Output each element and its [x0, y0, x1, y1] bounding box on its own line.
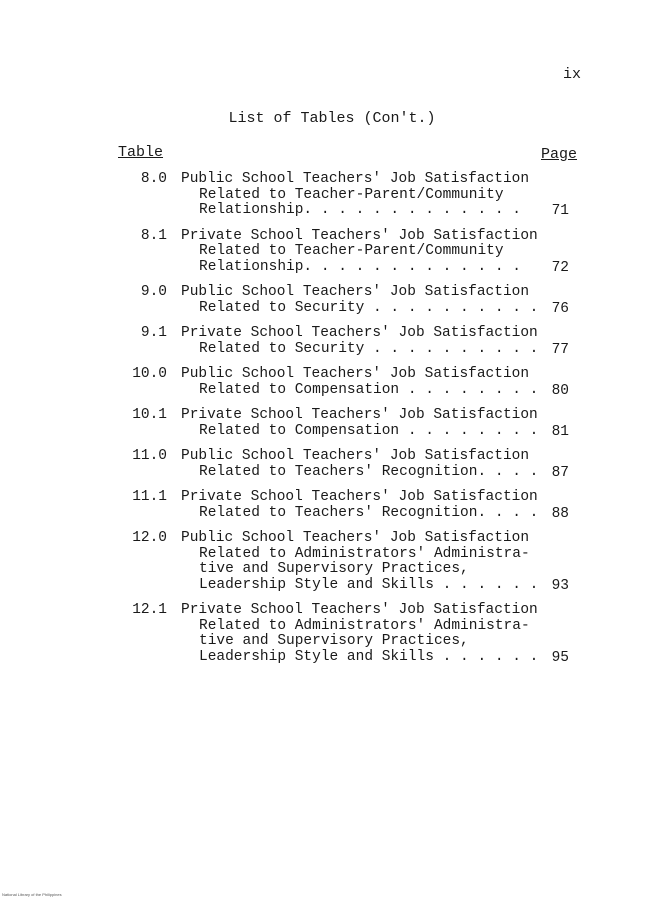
table-number: 11.1 [132, 489, 167, 505]
table-title-line: Private School Teachers' Job Satisfaction [181, 489, 538, 505]
list-item [0, 229, 652, 276]
table-title-line: Related to Security . . . . . . . . . . [199, 299, 539, 316]
table-title-line: Relationship. . . . . . . . . . . . . [199, 202, 521, 218]
table-title-line: Related to Administrators' Administra- [199, 617, 530, 634]
table-title-line: Leadership Style and Skills . . . . . . [199, 576, 539, 593]
table-title-line: Public School Teachers' Job Satisfaction [181, 448, 530, 464]
table-title-line: Related to Teacher-Parent/Community [199, 243, 504, 259]
table-title-line: Private School Teachers' Job Satisfaction [181, 602, 538, 618]
table-number: 11.0 [132, 448, 167, 464]
table-list [0, 172, 652, 665]
table-title-line: Relationship. . . . . . . . . . . . . [199, 258, 521, 275]
table-title-line: Related to Teachers' Recognition. . . . [199, 463, 539, 480]
table-title-line: Related to Security . . . . . . . . . . [199, 340, 539, 357]
page-ref: 72 [551, 259, 569, 276]
list-item [0, 531, 652, 593]
table-number: 9.1 [140, 325, 167, 341]
table-title-line: tive and Supervisory Practices, [199, 561, 469, 577]
page-ref: 95 [551, 649, 569, 666]
list-item [0, 172, 652, 219]
list-item [0, 603, 652, 665]
table-title-line: Public School Teachers' Job Satisfaction [181, 530, 530, 546]
table-number: 8.0 [140, 171, 167, 187]
table-title [181, 325, 539, 357]
page-ref: 77 [551, 341, 569, 358]
table-title [181, 530, 539, 593]
column-header-table: Table [118, 144, 164, 161]
table-title-line: Public School Teachers' Job Satisfaction [181, 366, 530, 382]
page-ref: 81 [551, 423, 569, 440]
list-item [0, 408, 652, 439]
page-ref: 93 [551, 577, 569, 594]
table-title [181, 227, 538, 276]
table-title [181, 171, 530, 219]
page-number: ix [563, 66, 582, 83]
list-item [0, 326, 652, 357]
table-title [181, 448, 539, 480]
table-title-line: tive and Supervisory Practices, [199, 633, 469, 649]
table-number: 10.1 [132, 407, 167, 423]
table-title [181, 489, 539, 521]
table-number: 12.1 [132, 602, 167, 618]
table-title [181, 602, 539, 665]
list-item [0, 449, 652, 480]
column-header-page: Page [541, 146, 578, 163]
page-ref: 80 [551, 382, 569, 399]
table-title-line: Related to Compensation . . . . . . . . [199, 381, 539, 398]
table-title-line: Private School Teachers' Job Satisfaction [181, 407, 538, 423]
page-ref: 76 [551, 300, 569, 317]
table-number: 10.0 [132, 366, 167, 382]
table-title-line: Private School Teachers' Job Satisfaction [181, 227, 538, 244]
table-title-line: Related to Teachers' Recognition. . . . [199, 504, 539, 521]
page-title: List of Tables (Con't.) [228, 110, 436, 127]
table-title [181, 366, 539, 398]
table-title-line: Public School Teachers' Job Satisfaction [181, 171, 530, 187]
list-item [0, 367, 652, 398]
table-title-line: Related to Teacher-Parent/Community [199, 186, 504, 203]
table-title-line: Private School Teachers' Job Satisfaction [181, 325, 538, 341]
list-item [0, 285, 652, 316]
page-ref: 87 [551, 464, 569, 481]
footer-watermark: National Library of the Philippines [2, 892, 62, 897]
table-number: 9.0 [140, 284, 167, 300]
table-title-line: Public School Teachers' Job Satisfaction [181, 284, 530, 300]
page-ref: 71 [551, 203, 569, 219]
table-number: 12.0 [132, 530, 167, 546]
table-title [181, 284, 539, 316]
table-title-line: Leadership Style and Skills . . . . . . [199, 648, 539, 665]
list-item [0, 490, 652, 521]
table-title [181, 407, 539, 439]
table-title-line: Related to Compensation . . . . . . . . [199, 422, 539, 439]
page-ref: 88 [551, 505, 569, 522]
table-number: 8.1 [140, 227, 167, 244]
table-title-line: Related to Administrators' Administra- [199, 545, 530, 562]
